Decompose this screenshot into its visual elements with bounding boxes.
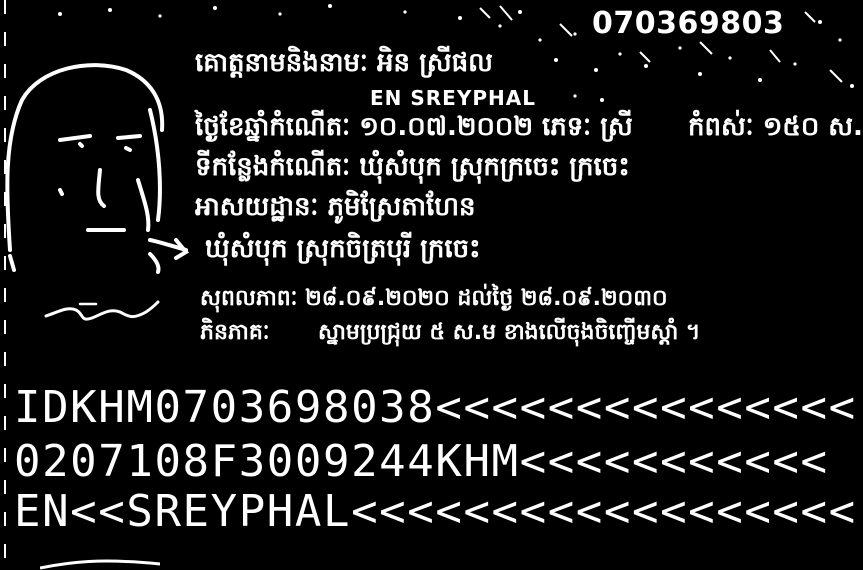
birthplace-line: ទីកន្លែងកំណើតៈ ឃុំសំបុក ស្រុកក្រចេះ ក្រចេះ [195,152,630,182]
mrz-line-1: IDKHM0703698038<<<<<<<<<<<<<<< [14,382,857,433]
signature-icon [40,290,160,330]
mrz-line-3: EN<<SREYPHAL<<<<<<<<<<<<<<<<<< [14,486,857,537]
height-line: កំពស់ៈ ១៥០ ស. [688,112,863,142]
address-line-2: ឃុំសំបុក ស្រុកចិត្របុរី ក្រចេះ [205,234,481,264]
latin-name: EN SREYPHAL [370,86,536,110]
bottom-mark [40,552,160,570]
marks-label: ភិនភាគៈ [200,320,270,345]
khmer-name-line: គោត្តនាមនិងនាមៈ អិន ស្រីផល [195,48,493,78]
id-number: 070369803 [592,6,785,41]
date-of-birth-sex-line: ថ្ងៃខែឆ្នាំកំណើតៈ ១០.០៧.២០០២ ភេទៈ ស្រី [195,112,633,142]
validity-line: សុពលភាពៈ ២៨.០៩.២០២០ ដល់ថ្ងៃ ២៨.០៩.២០៣០ [200,286,668,311]
address-line-1: អាសយដ្ឋានៈ ភូមិស្រែតាហែន [195,192,476,222]
portrait-photo-icon [0,40,200,300]
marks-value: ស្នាមប្រជ្រុយ ៥ ស.ម ខាងលើចុងចិញ្ចើមស្ដាំ ។ [318,320,701,345]
mrz-line-2: 0207108F3009244KHM<<<<<<<<<<< [14,436,829,487]
